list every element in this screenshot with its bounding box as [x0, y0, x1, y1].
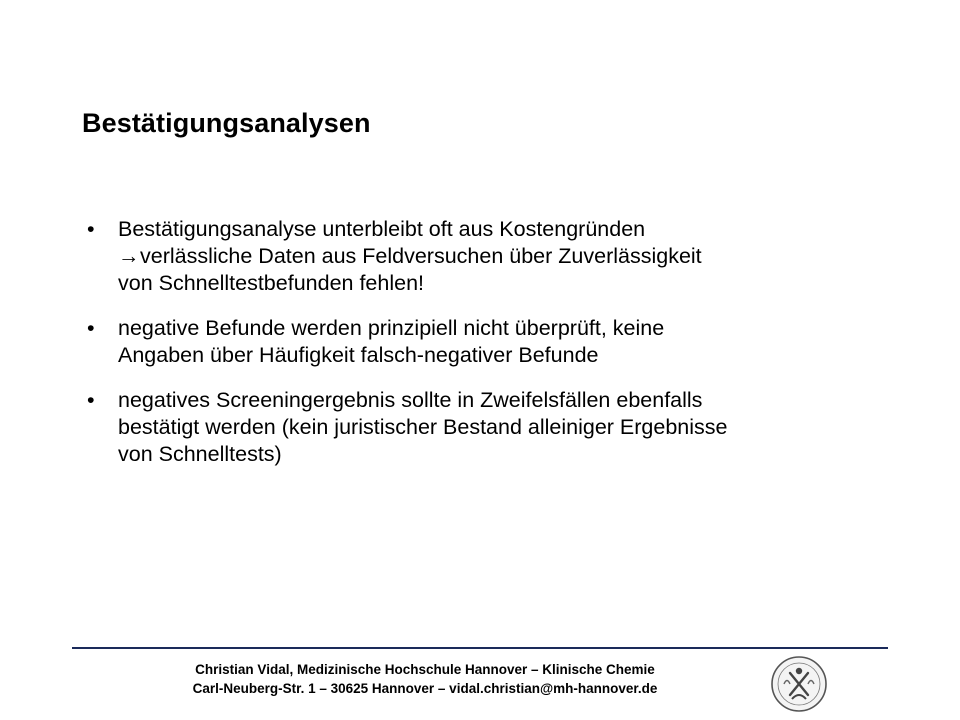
bullet-item-3	[82, 387, 902, 468]
bullet-3-line-2: bestätigt werden (kein juristischer Bestand alleiniger Ergebnisse	[118, 415, 728, 439]
bullet-marker: •	[87, 217, 95, 241]
footer-divider	[72, 647, 888, 649]
mhh-seal-logo-icon	[770, 655, 828, 713]
bullet-list	[82, 216, 902, 486]
bullet-3-line-3: von Schnelltests)	[118, 442, 282, 466]
footer-line-2: Carl-Neuberg-Str. 1 – 30625 Hannover – vidal.christian@mh-hannover.de	[192, 681, 658, 696]
right-arrow-icon: →	[118, 244, 140, 268]
bullet-item-2	[82, 315, 902, 369]
bullet-1-line-1: Bestätigungsanalyse unterbleibt oft aus Kostengründen	[118, 217, 646, 241]
footer	[145, 660, 705, 698]
bullet-marker: •	[87, 388, 95, 412]
bullet-1-line-3: von Schnelltestbefunden fehlen!	[118, 271, 425, 295]
bullet-item-1	[82, 216, 902, 297]
footer-line-1: Christian Vidal, Medizinische Hochschule Hannover – Klinische Chemie	[195, 662, 655, 677]
bullet-1-line-2: verlässliche Daten aus Feldversuchen über Zuverlässigkeit	[140, 244, 702, 268]
bullet-1-line-2-row	[118, 243, 902, 270]
slide-title: Bestätigungsanalysen	[82, 108, 371, 138]
bullet-2-line-2: Angaben über Häufigkeit falsch-negativer Befunde	[118, 343, 599, 367]
bullet-3-line-1: negatives Screeningergebnis sollte in Zweifelsfällen ebenfalls	[118, 388, 703, 412]
bullet-2-line-1: negative Befunde werden prinzipiell nicht überprüft, keine	[118, 316, 665, 340]
bullet-marker: •	[87, 316, 95, 340]
